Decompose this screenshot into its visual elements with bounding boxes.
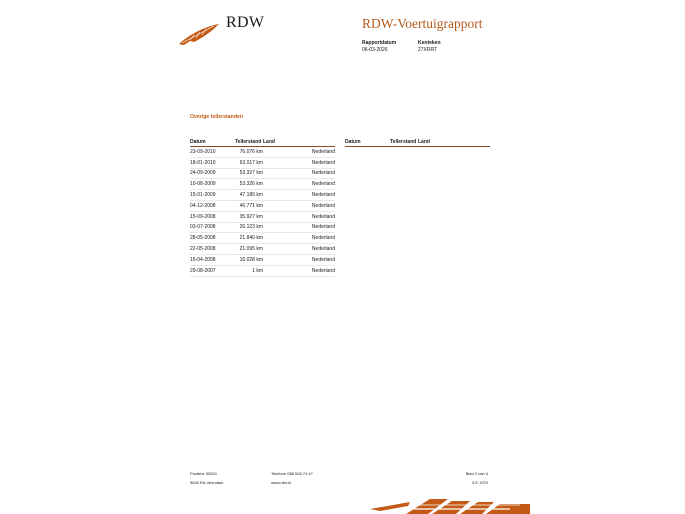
cell-date: 15-01-2009 bbox=[190, 190, 235, 201]
footer-address: 9640 RA Veendam bbox=[190, 480, 224, 485]
footer-website: www.rdw.nl bbox=[271, 480, 292, 485]
cell-odometer: 47.180 km bbox=[235, 190, 263, 201]
cell-date: 24-09-2009 bbox=[190, 168, 235, 179]
table-row bbox=[190, 244, 335, 255]
table-header-row bbox=[190, 138, 335, 147]
cell-date: 29-08-2007 bbox=[190, 265, 235, 276]
cell-country: Nederland bbox=[263, 179, 335, 190]
cell-odometer: 21.840 km bbox=[235, 233, 263, 244]
cell-country: Nederland bbox=[263, 147, 335, 158]
table-row bbox=[190, 200, 335, 211]
cell-odometer: 63.017 km bbox=[235, 157, 263, 168]
table-row bbox=[190, 147, 335, 158]
document-title: RDW-Voertuigrapport bbox=[362, 16, 483, 31]
table-row bbox=[190, 222, 335, 233]
table-row bbox=[190, 168, 335, 179]
cell-date: 10-08-2009 bbox=[190, 179, 235, 190]
footer-phone: Telefoon 088 008 74 47 bbox=[271, 471, 313, 476]
table-row bbox=[190, 190, 335, 201]
footer-code: 3 E 1970 bbox=[471, 480, 488, 485]
table-header-row bbox=[345, 138, 490, 147]
footer-postbus: Postbus 30000 bbox=[190, 471, 217, 476]
rdw-logo-icon bbox=[178, 22, 220, 46]
cell-country: Nederland bbox=[263, 244, 335, 255]
cell-date: 15-04-2008 bbox=[190, 254, 235, 265]
column-header-date: Datum bbox=[190, 138, 235, 147]
table-row bbox=[190, 211, 335, 222]
column-header-odometer: Tellerstand bbox=[235, 138, 262, 145]
cell-country: Nederland bbox=[263, 265, 335, 276]
cell-country: Nederland bbox=[263, 222, 335, 233]
table-row bbox=[190, 233, 335, 244]
cell-country: Nederland bbox=[263, 168, 335, 179]
section-title: Overige tellerstanden bbox=[190, 114, 244, 120]
cell-country: Nederland bbox=[263, 233, 335, 244]
plate-value: 27XRRT bbox=[418, 47, 438, 53]
cell-odometer: 53.327 km bbox=[235, 168, 263, 179]
odometer-table bbox=[190, 138, 335, 277]
column-header-date: Datum bbox=[345, 138, 390, 147]
table-row bbox=[190, 265, 335, 276]
column-header-country: Land bbox=[263, 138, 335, 147]
cell-country: Nederland bbox=[263, 254, 335, 265]
cell-odometer: 46.771 km bbox=[235, 200, 263, 211]
cell-date: 18-01-2010 bbox=[190, 157, 235, 168]
cell-odometer: 76.076 km bbox=[235, 147, 263, 158]
logo-text: RDW bbox=[226, 14, 265, 31]
cell-odometer: 16.028 km bbox=[235, 254, 263, 265]
table-row bbox=[190, 179, 335, 190]
report-date-label: Rapportdatum bbox=[362, 40, 397, 46]
cell-date: 23-09-2010 bbox=[190, 147, 235, 158]
report-date-value: 06-03-2026 bbox=[362, 47, 388, 53]
column-header-odometer: Tellerstand bbox=[390, 138, 417, 145]
footer-decoration-icon bbox=[370, 497, 530, 514]
cell-country: Nederland bbox=[263, 211, 335, 222]
table-row bbox=[190, 254, 335, 265]
cell-date: 22-05-2008 bbox=[190, 244, 235, 255]
footer-page-number: Blad 2 van 4 bbox=[465, 471, 488, 476]
table-row bbox=[190, 157, 335, 168]
cell-odometer: 1 km bbox=[235, 265, 263, 276]
cell-country: Nederland bbox=[263, 200, 335, 211]
cell-odometer: 21.095 km bbox=[235, 244, 263, 255]
cell-odometer: 26.123 km bbox=[235, 222, 263, 233]
cell-date: 03-07-2008 bbox=[190, 222, 235, 233]
cell-odometer: 35.927 km bbox=[235, 211, 263, 222]
cell-date: 28-05-2008 bbox=[190, 233, 235, 244]
cell-odometer: 53.326 km bbox=[235, 179, 263, 190]
cell-date: 15-09-2008 bbox=[190, 211, 235, 222]
plate-label: Kenteken bbox=[418, 40, 441, 46]
cell-date: 04-12-2008 bbox=[190, 200, 235, 211]
cell-country: Nederland bbox=[263, 157, 335, 168]
column-header-country: Land bbox=[418, 138, 490, 147]
odometer-table-continued bbox=[345, 138, 490, 147]
cell-country: Nederland bbox=[263, 190, 335, 201]
